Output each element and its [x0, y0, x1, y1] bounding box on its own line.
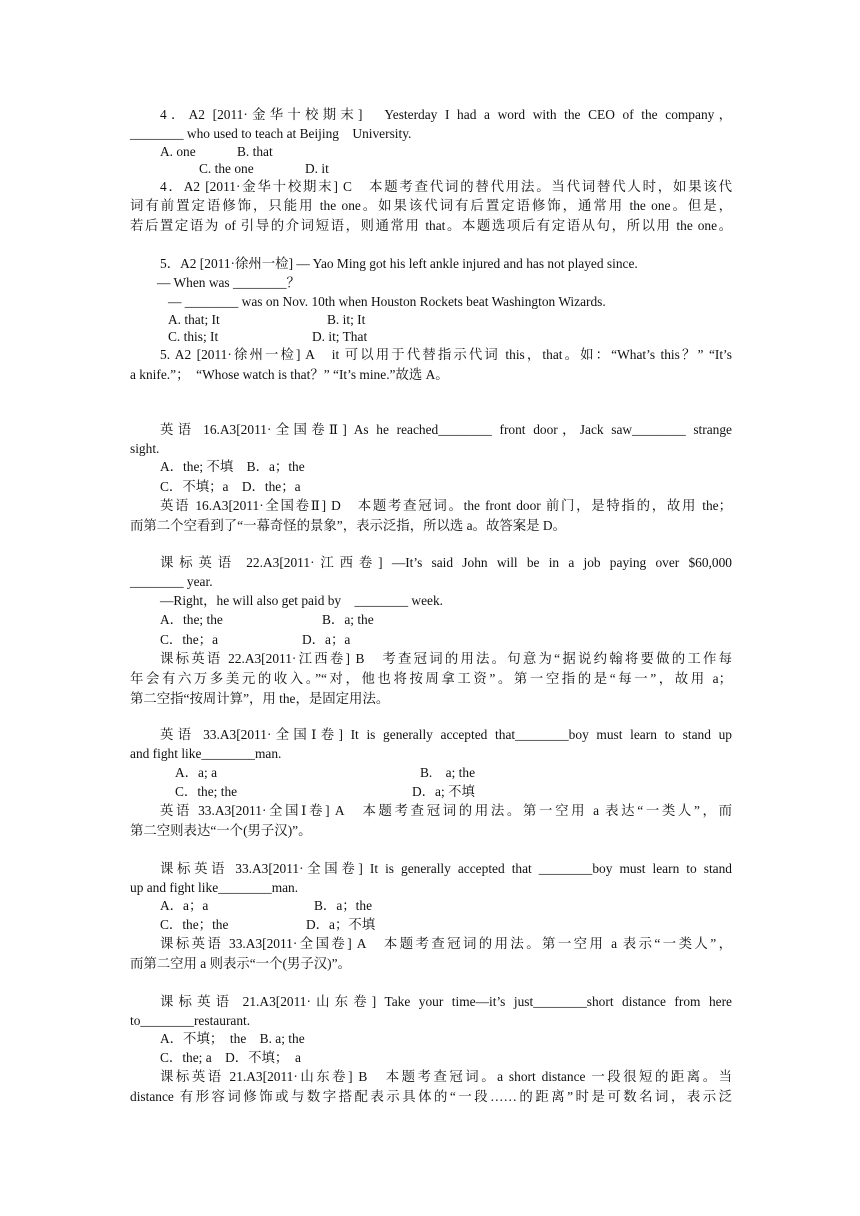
q33b-question-line-1: 课标英语 33.A3[2011·全国卷] It is generally accepted that ________boy must learn to stand	[160, 861, 732, 876]
q21-question-line-1: 课标英语 21.A3[2011·山东卷] Take your time—it’s just________short distance from here	[160, 994, 732, 1009]
q22-question-line-1: 课标英语 22.A3[2011·江西卷] —It’s said John will be in a job paying over $60,000	[160, 555, 732, 570]
q4-answer-line-3: 若后置定语为 of 引导的介词短语，则通常用 that。本题选项后有定语从句，所以用 the one。	[130, 218, 732, 233]
q33b-option-d: D．a；不填	[306, 917, 376, 932]
q33b-option-c: C．the；the	[160, 917, 229, 932]
q16-answer-line-2: 而第二个空看到了“一幕奇怪的景象”，表示泛指，所以选 a。故答案是 D。	[130, 518, 566, 533]
q22-answer-line-2: 年会有六万多美元的收入。”“对，他也将按周拿工资”。第一空指的是“每一”，故用 a；	[130, 671, 732, 686]
q16-options-row-2: C．不填；a D．the；a	[160, 479, 301, 494]
q5-answer-line-2: a knife.”； “Whose watch is that？” “It’s mine.”故选 A。	[130, 367, 449, 382]
q5-option-c: C. this; It	[168, 329, 219, 344]
q33a-question-line-1: 英语 33.A3[2011·全国Ⅰ卷] It is generally accepted that________boy must learn to stand up	[160, 727, 732, 742]
q33b-answer-line-2: 而第二空用 a 则表示“一个(男子汉)”。	[130, 956, 351, 971]
q5-answer-line-1: 5. A2 [2011·徐州一检] A it 可以用于代替指示代词 this，that。如：“What’s this？” “It’s	[160, 347, 732, 362]
q33a-option-c: C．the; the	[175, 784, 238, 799]
q33b-option-a: A．a；a	[160, 898, 209, 913]
q33a-option-d: D．a; 不填	[412, 784, 475, 799]
q5-question-line-2: — When was ________？	[157, 275, 300, 290]
q33a-option-b: B. a; the	[420, 765, 476, 780]
q22-question-line-3: —Right，he will also get paid by ________ week.	[160, 593, 444, 608]
q22-option-a: A．the; the	[160, 612, 223, 627]
q21-options-row-1: A．不填； the B. a; the	[160, 1031, 305, 1046]
q22-option-d: D．a；a	[302, 632, 351, 647]
q22-answer-line-3: 第二空指“按周计算”，用 the，是固定用法。	[130, 691, 390, 706]
q5-option-b: B. it; It	[327, 312, 366, 327]
q21-options-row-2: C．the; a D．不填； a	[160, 1050, 301, 1065]
q21-question-line-2: to________restaurant.	[130, 1013, 251, 1028]
q33a-answer-line-1: 英语 33.A3[2011·全国Ⅰ卷] A 本题考查冠词的用法。第一空用 a 表达“一类人”，而	[160, 803, 732, 818]
q4-answer-line-1: 4．A2 [2011·金华十校期末] C 本题考查代词的替代用法。当代词替代人时，如果该代	[160, 179, 732, 194]
q33a-answer-line-2: 第二空则表达“一个(男子汉)”。	[130, 823, 312, 838]
q33a-question-line-2: and fight like________man.	[130, 746, 282, 761]
q22-answer-line-1: 课标英语 22.A3[2011·江西卷] B 考查冠词的用法。句意为“据说约翰将要做的工作每	[160, 651, 732, 666]
q22-question-line-2: ________ year.	[130, 574, 213, 589]
q4-option-b: B. that	[237, 144, 273, 159]
q16-question-line-1: 英语 16.A3[2011·全国卷Ⅱ] As he reached________ front door，Jack saw________ strange	[160, 422, 732, 437]
q33b-option-b: B．a；the	[314, 898, 373, 913]
q22-option-c: C．the；a	[160, 632, 219, 647]
q5-question-line-3: — ________ was on Nov. 10th when Houston Rockets beat Washington Wizards.	[168, 294, 606, 309]
q5-option-d: D. it; That	[312, 329, 368, 344]
q16-question-line-2: sight.	[130, 441, 160, 456]
q4-option-d: D. it	[305, 161, 329, 176]
q33b-answer-line-1: 课标英语 33.A3[2011·全国卷] A 本题考查冠词的用法。第一空用 a 表示“一类人”，	[160, 936, 732, 951]
q21-answer-line-2: distance 有形容词修饰或与数字搭配表示具体的“一段……的距离”时是可数名词，表示泛	[130, 1089, 732, 1104]
q4-option-a: A. one	[160, 144, 196, 159]
q22-option-b: B．a; the	[322, 612, 374, 627]
q16-answer-line-1: 英语 16.A3[2011·全国卷Ⅱ] D 本题考查冠词。the front door 前门，是特指的，故用 the；	[160, 498, 732, 513]
q4-question-line-2: ________ who used to teach at Beijing University.	[130, 126, 412, 141]
q16-options-row-1: A．the; 不填 B．a；the	[160, 459, 305, 474]
q4-answer-line-2: 词有前置定语修饰，只能用 the one。如果该代词有后置定语修饰，通常用 the one。但是，	[130, 198, 732, 213]
q5-question-line-1: 5．A2 [2011·徐州一检] — Yao Ming got his left ankle injured and has not played since.	[160, 256, 638, 271]
q4-question-line-1: 4．A2 [2011·金华十校期末] Yesterday I had a word with the CEO of the company，	[160, 107, 732, 122]
q21-answer-line-1: 课标英语 21.A3[2011·山东卷] B 本题考查冠词。a short distance 一段很短的距离。当	[160, 1069, 732, 1084]
q33b-question-line-2: up and fight like________man.	[130, 880, 299, 895]
q33a-option-a: A．a; a	[175, 765, 218, 780]
q4-option-c: C. the one	[199, 161, 254, 176]
q5-option-a: A. that; It	[168, 312, 220, 327]
